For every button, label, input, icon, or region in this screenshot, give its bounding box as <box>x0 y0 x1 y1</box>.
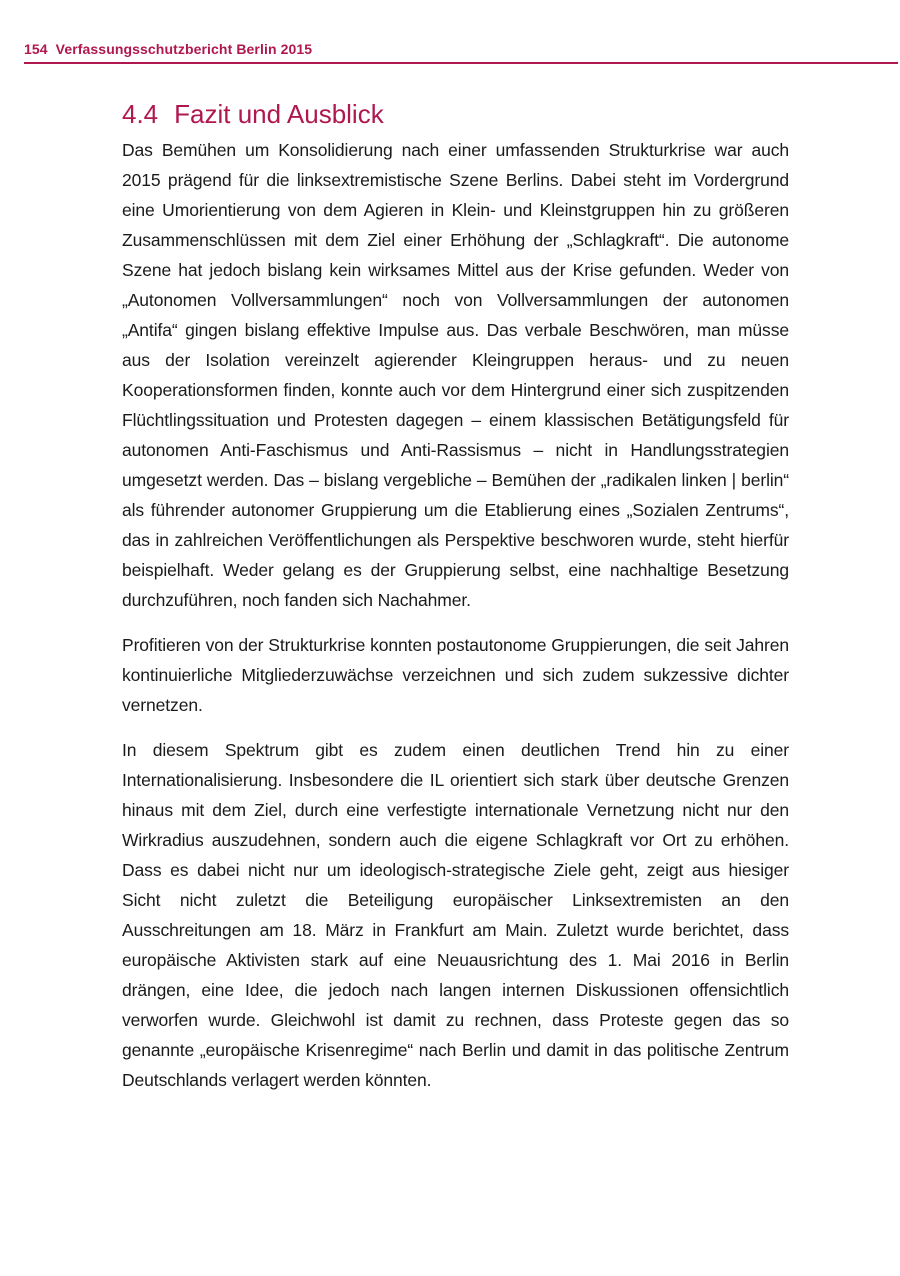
body-paragraph-2: Profitieren von der Strukturkrise konnten postautonome Gruppierungen, die seit Jahren kontinuierliche Mitgliederzuwächse verzeichnen und sich zudem sukzessive dichter vernetzen. <box>122 635 789 715</box>
section-heading <box>122 96 789 132</box>
document-title: Verfassungsschutzbericht Berlin 2015 <box>55 41 313 57</box>
header-rule <box>24 62 898 64</box>
page-number: 154 <box>24 41 48 57</box>
page-content <box>122 96 789 1110</box>
body-paragraph-3: In diesem Spektrum gibt es zudem einen deutlichen Trend hin zu einer Internationalisierung. Insbesondere die IL orientiert sich stark über deutsche Grenzen hinaus mit dem Ziel, durch eine verfestigte internationale Vernetzung nicht nur den Wirkradius auszudehnen, sondern auch die eigene Schlagkraft vor Ort zu erhöhen. Dass es dabei nicht nur um ideologisch-strategische Ziele geht, zeigt aus hiesiger Sicht nicht zuletzt die Beteiligung europäischer Linksextremisten an den Ausschreitungen am 18. März in Frankfurt am Main. Zuletzt wurde berichtet, dass europäische Aktivisten stark auf eine Neuausrichtung des 1. Mai 2016 in Berlin drängen, eine Idee, die jedoch nach langen internen Diskussionen offensichtlich verworfen wurde. Gleichwohl ist damit zu rechnen, dass Proteste gegen das so genannte „europäische Krisenregime“ nach Berlin und damit in das politische Zentrum Deutschlands verlagert werden könnten. <box>122 740 789 1090</box>
running-header <box>24 40 898 66</box>
header-text <box>24 41 312 57</box>
section-title: Fazit und Ausblick <box>174 99 384 129</box>
section-number: 4.4 <box>122 99 159 129</box>
body-paragraph-1: Das Bemühen um Konsolidierung nach einer umfassenden Strukturkrise war auch 2015 prägend für die linksextremistische Szene Berlins. Dabei steht im Vordergrund eine Umorientierung von dem Agieren in Klein- und Kleinstgruppen hin zu größeren Zusammenschlüssen mit dem Ziel einer Erhöhung der „Schlagkraft“. Die autonome Szene hat jedoch bislang kein wirksames Mittel aus der Krise gefunden. Weder von „Autonomen Vollversammlungen“ noch von Vollversammlungen der autonomen „Antifa“ gingen bislang effektive Impulse aus. Das verbale Beschwören, man müsse aus der Isolation vereinzelt agierender Kleingruppen heraus- und zu neuen Kooperationsformen finden, konnte auch vor dem Hintergrund einer sich zuspitzenden Flüchtlingssituation und Protesten dagegen – einem klassischen Betätigungsfeld für autonomen Anti-Faschismus und Anti-Rassismus – nicht in Handlungsstrategien umgesetzt werden. Das – bislang vergebliche – Bemühen der „radikalen linken | berlin“ als führender autonomer Gruppierung um die Etablierung eines „Sozialen Zentrums“, das in zahlreichen Veröffentlichungen als Perspektive beschworen wurde, steht hierfür beispielhaft. Weder gelang es der Gruppierung selbst, eine nachhaltige Besetzung durchzuführen, noch fanden sich Nachahmer. <box>122 140 789 610</box>
